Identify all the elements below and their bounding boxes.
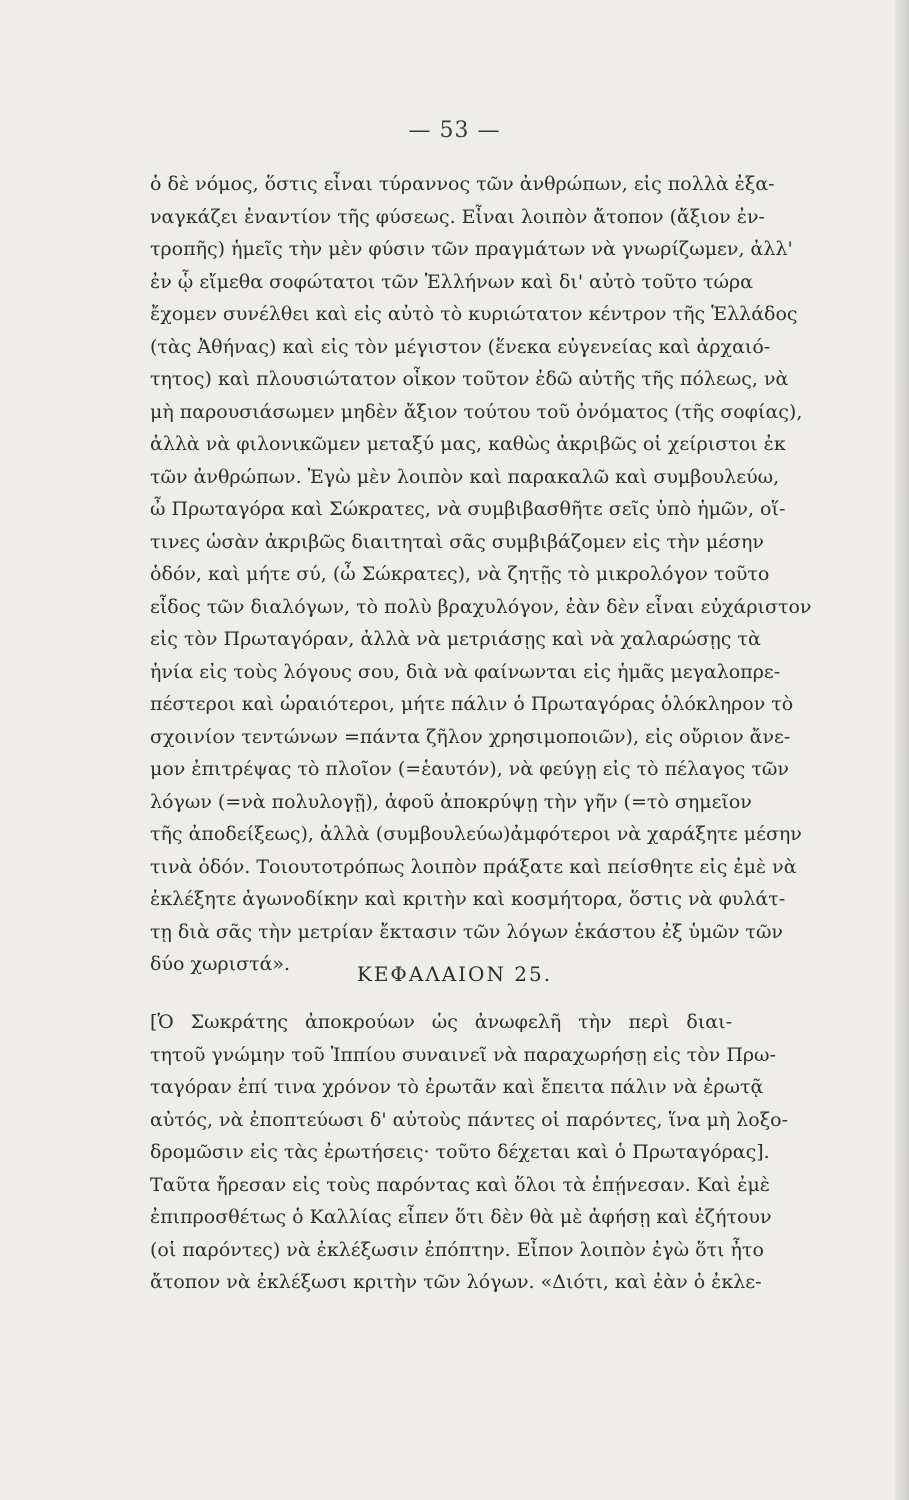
text-line: ἔχομεν συνέλθει καὶ εἰς αὐτὸ τὸ κυριώτατον κέντρον τῆς Ἑλλάδος	[150, 303, 798, 325]
text-line: τῶν ἀνθρώπων. Ἐγὼ μὲν λοιπὸν καὶ παρακαλῶ καὶ συμβουλεύω,	[150, 465, 780, 488]
text-line: ὁ δὲ νόμος, ὅστις εἶναι τύραννος τῶν ἀνθρώπων, εἰς πολλὰ ἐξα-	[150, 173, 775, 195]
text-line: μὴ παρουσιάσωμεν μηδὲν ἄξιον τούτου τοῦ ὀνόματος (τῆς σοφίας),	[150, 400, 803, 423]
text-line: λόγων (=νὰ πολυλογῇ), ἀφοῦ ἀποκρύψῃ τὴν γῆν (=τὸ σημεῖον	[150, 790, 752, 813]
text-line: εἶδος τῶν διαλόγων, τὸ πολὺ βραχυλόγον, ἐὰν δὲν εἶναι εὐχάριστον	[150, 595, 812, 618]
text-line: ἐπιπροσθέτως ὁ Καλλίας εἶπεν ὅτι δὲν θὰ μὲ ἀφήσῃ καὶ ἐζήτουν	[150, 1206, 772, 1228]
chapter-heading: ΚΕΦΑΛΑΙΟΝ 25.	[356, 962, 553, 986]
text-line: τινὰ ὁδόν. Τοιουτοτρόπως λοιπὸν πράξατε καὶ πείσθητε εἰς ἐμὲ νὰ	[150, 855, 797, 878]
page-number: — 53 —	[408, 118, 501, 143]
text-line: [Ὁ Σωκράτης ἀποκρούων ὡς ἀνωφελῆ τὴν περὶ διαι-	[150, 1011, 732, 1033]
text-line: δρομῶσιν εἰς τὰς ἐρωτήσεις· τοῦτο δέχεται καὶ ὁ Πρωταγόρας].	[150, 1141, 770, 1163]
text-line: σχοινίον τεντώνων =πάντα ζῆλον χρησιμοποιῶν), εἰς οὔριον ἄνε-	[150, 725, 791, 748]
text-line: εἰς τὸν Πρωταγόραν, ἀλλὰ νὰ μετριάσῃς καὶ νὰ χαλαρώσῃς τὰ	[150, 628, 761, 650]
text-line: ἐν ᾧ εἴμεθα σοφώτατοι τῶν Ἑλλήνων καὶ δι' αὐτὸ τοῦτο τώρα	[150, 270, 753, 293]
text-line: ἀλλὰ νὰ φιλονικῶμεν μεταξύ μας, καθὼς ἀκριβῶς οἱ χείριστοι ἐκ	[150, 433, 786, 455]
text-line: (οἱ παρόντες) νὰ ἐκλέξωσιν ἐπόπτην. Εἶπον λοιπὸν ἐγὼ ὅτι ἦτο	[150, 1238, 764, 1261]
text-line: Ταῦτα ἤρεσαν εἰς τοὺς παρόντας καὶ ὅλοι τὰ ἐπῄνεσαν. Καὶ ἐμὲ	[150, 1173, 771, 1196]
text-line: (τὰς Ἀθήνας) καὶ εἰς τὸν μέγιστον (ἕνεκα εὐγενείας καὶ ἀρχαιό-	[150, 335, 771, 358]
text-line: αὐτός, νὰ ἐποπτεύωσι δ' αὐτοὺς πάντες οἱ παρόντες, ἵνα μὴ λοξο-	[150, 1108, 789, 1131]
text-line: τινες ὡσὰν ἀκριβῶς διαιτηταὶ σᾶς συμβιβάζομεν εἰς τὴν μέσην	[150, 530, 764, 553]
text-line: τῆς ἀποδείξεως), ἀλλὰ (συμβουλεύω)ἀμφότεροι νὰ χαράξητε μέσην	[150, 823, 802, 845]
text-line: τροπῆς) ἡμεῖς τὴν μὲν φύσιν τῶν πραγμάτων νὰ γνωρίζωμεν, ἀλλ'	[150, 238, 793, 260]
paragraph-bottom	[150, 1006, 789, 1299]
text-line: ταγόραν ἐπί τινα χρόνον τὸ ἐρωτᾶν καὶ ἔπειτα πάλιν νὰ ἐρωτᾷ	[150, 1076, 764, 1098]
text-line: τητοῦ γνώμην τοῦ Ἱππίου συναινεῖ νὰ παραχωρήσῃ εἰς τὸν Πρω-	[150, 1043, 776, 1066]
text-line: πέστεροι καὶ ὡραιότεροι, μήτε πάλιν ὁ Πρωταγόρας ὁλόκληρον τὸ	[150, 693, 794, 715]
page-edge-shadow	[895, 0, 909, 1500]
text-line: ναγκάζει ἐναντίον τῆς φύσεως. Εἶναι λοιπὸν ἄτοπον (ἄξιον ἐν-	[150, 205, 765, 228]
text-line: ὦ Πρωταγόρα καὶ Σώκρατες, νὰ συμβιβασθῆτε σεῖς ὑπὸ ἡμῶν, οἵ-	[150, 498, 786, 520]
text-line: τῃ διὰ σᾶς τὴν μετρίαν ἔκτασιν τῶν λόγων ἑκάστου ἐξ ὑμῶν τῶν	[150, 920, 783, 943]
text-line: μον ἐπιτρέψας τὸ πλοῖον (=ἑαυτόν), νὰ φεύγῃ εἰς τὸ πέλαγος τῶν	[150, 758, 789, 780]
text-line: ἐκλέξητε ἀγωνοδίκην καὶ κριτὴν καὶ κοσμήτορα, ὅστις νὰ φυλάτ-	[150, 888, 786, 910]
text-line: δύο χωριστά».	[150, 953, 291, 975]
text-line: τητος) καὶ πλουσιώτατον οἶκον τοῦτον ἐδῶ αὐτῆς τῆς πόλεως, νὰ	[150, 368, 789, 390]
text-line: ἄτοπον νὰ ἐκλέξωσι κριτὴν τῶν λόγων. «Διότι, καὶ ἐὰν ὁ ἐκλε-	[150, 1271, 762, 1293]
text-line: ὁδόν, καὶ μήτε σύ, (ὦ Σώκρατες), νὰ ζητῇς τὸ μικρολόγον τοῦτο	[150, 563, 770, 585]
text-line: ἡνία εἰς τοὺς λόγους σου, διὰ νὰ φαίνωνται εἰς ἡμᾶς μεγαλοπρε-	[150, 660, 781, 683]
paragraph-top	[150, 168, 812, 981]
